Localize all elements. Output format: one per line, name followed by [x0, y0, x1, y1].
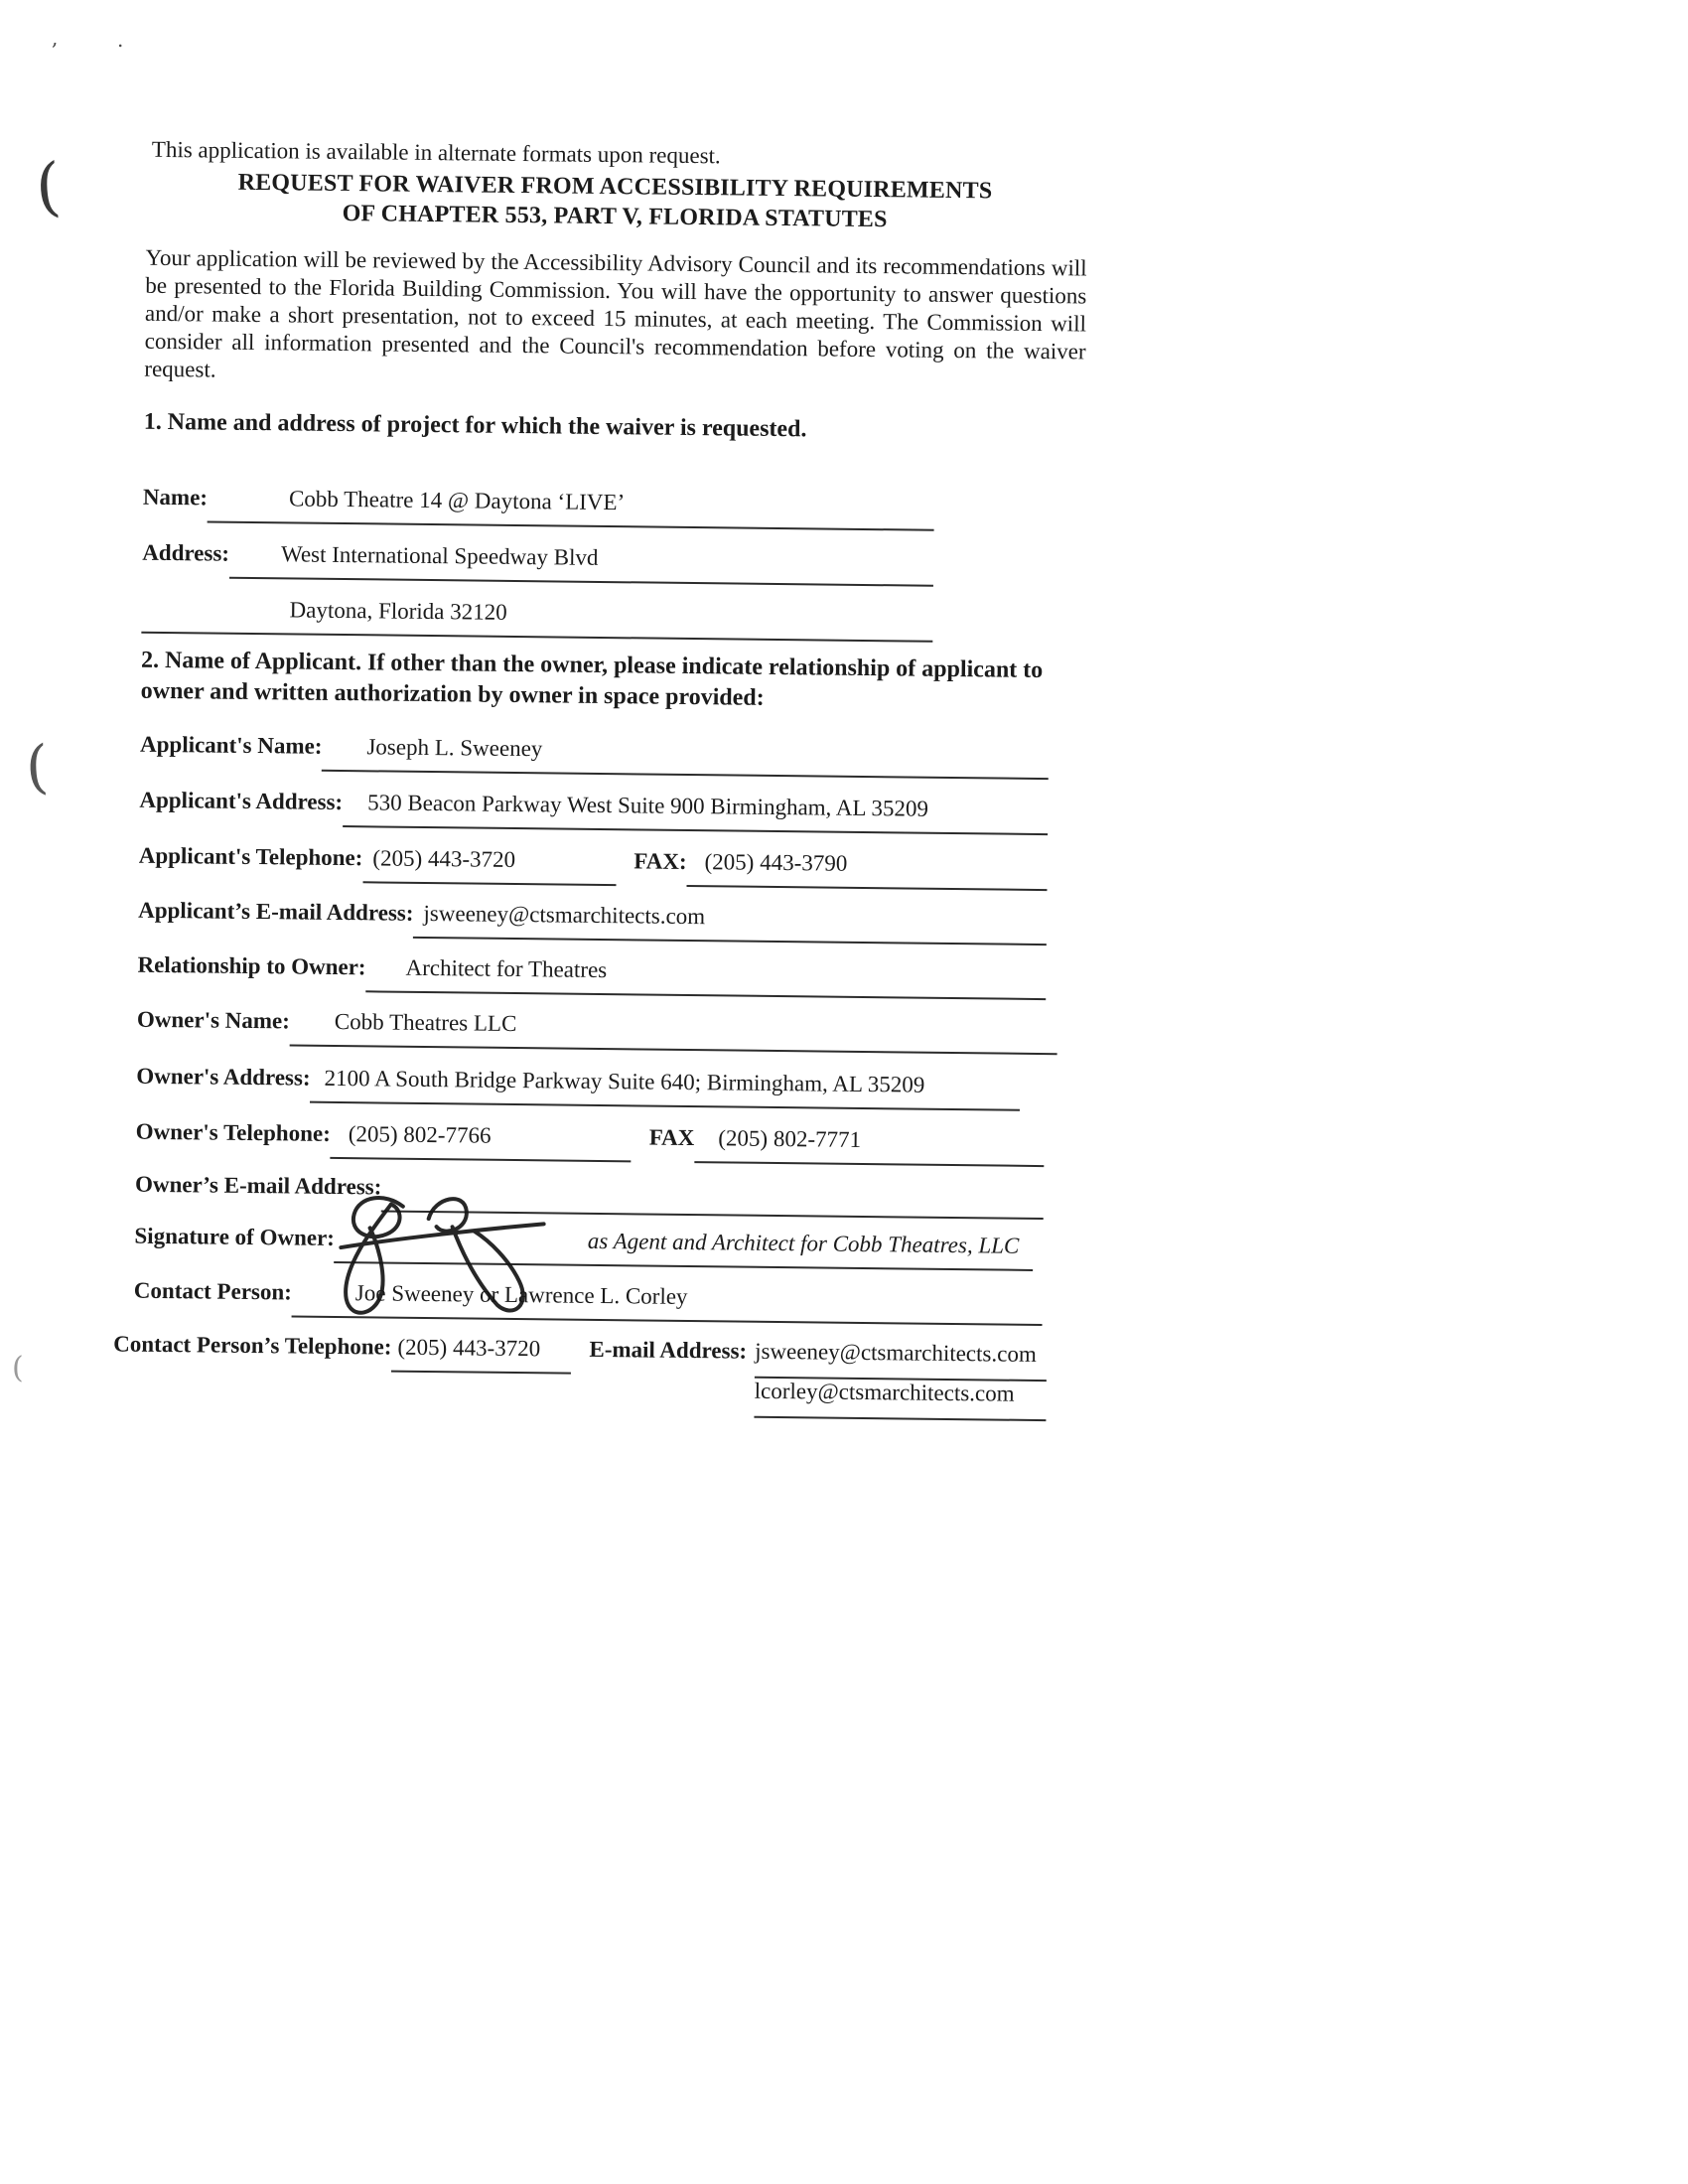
- handwritten-paren-mark-icon: (: [24, 732, 51, 801]
- contact-email-stack: [754, 1339, 1047, 1421]
- document-title: [146, 167, 1084, 237]
- owner-fax-value: (205) 802-7771: [718, 1125, 862, 1152]
- applicant-name-line: [322, 734, 1049, 780]
- contact-email1-value: jsweeney@ctsmarchitects.com: [755, 1338, 1037, 1367]
- owner-email-label: Owner’s E-mail Address:: [134, 1171, 382, 1200]
- project-address2-value: Daytona, Florida 32120: [289, 597, 507, 625]
- applicant-phone-value: (205) 443-3720: [372, 845, 516, 873]
- owner-address-label: Owner's Address:: [136, 1063, 311, 1091]
- owner-name-label: Owner's Name:: [136, 1006, 291, 1034]
- section2-heading: 2. Name of Applicant. If other than the owner, please indicate relationship of applicant to owner and written authorization by owner in space provided:: [140, 647, 1044, 711]
- intro-paragraph: Your application will be reviewed by the Accessibility Advisory Council and its recommendations will be presented to the Florida Building Commission. You will have the opportunity to answer questions and/or make a short presentation, not to exceed 15 minutes, at each meeting. The Commission will consider all information presented and the Council's recommendation before voting on the waiver request.: [144, 244, 1087, 382]
- project-address-line: [229, 541, 934, 587]
- field-row-applicant-name: [140, 732, 1049, 780]
- applicant-fax-value: (205) 443-3790: [704, 849, 848, 876]
- handwritten-paren-mark-icon: (: [33, 150, 64, 225]
- applicant-name-label: Applicant's Name:: [139, 731, 323, 759]
- field-row-contact-phone-email: [113, 1331, 1047, 1406]
- owner-fax-line: [694, 1125, 1045, 1167]
- contact-person-label: Contact Person:: [133, 1277, 293, 1305]
- field-row-owner-name: [137, 1007, 1057, 1056]
- relationship-label: Relationship to Owner:: [137, 951, 366, 980]
- contact-email1-line: [755, 1339, 1047, 1382]
- field-row-applicant-email: [138, 898, 1047, 946]
- field-row-applicant-phone: [139, 843, 1048, 891]
- owner-phone-label: Owner's Telephone:: [135, 1118, 331, 1146]
- applicant-name-value: Joseph L. Sweeney: [366, 734, 543, 762]
- relationship-line: [365, 954, 1046, 1000]
- contact-email2-value: lcorley@ctsmarchitects.com: [754, 1378, 1015, 1406]
- applicant-fax-label: FAX:: [633, 848, 687, 874]
- project-name-line: [208, 485, 934, 530]
- document-title-line2: OF CHAPTER 553, PART V, FLORIDA STATUTES: [342, 200, 888, 233]
- applicant-phone-line: [362, 845, 616, 886]
- field-row-project-name: [143, 485, 934, 531]
- contact-email-label: E-mail Address:: [589, 1336, 748, 1364]
- field-row-contact-person: [134, 1278, 1043, 1326]
- field-row-signature: [134, 1224, 1033, 1271]
- relationship-value: Architect for Theatres: [405, 954, 608, 983]
- owner-fax-label: FAX: [648, 1124, 695, 1151]
- owner-address-line: [310, 1066, 1020, 1111]
- field-row-applicant-address: [139, 788, 1048, 835]
- field-row-relationship: [137, 952, 1046, 1000]
- contact-person-value: Joe Sweeney or Lawrence L. Corley: [354, 1280, 688, 1310]
- contact-email2-line: [754, 1379, 1046, 1421]
- contact-phone-line: [391, 1335, 571, 1375]
- signature-annotation: as Agent and Architect for Cobb Theatres, LLC: [587, 1228, 1020, 1258]
- owner-name-value: Cobb Theatres LLC: [334, 1008, 517, 1037]
- project-address-value: West International Speedway Blvd: [280, 541, 599, 570]
- field-row-owner-phone: [135, 1119, 1044, 1167]
- scan-speck-icon: .: [117, 28, 124, 52]
- project-address2-line: [141, 596, 932, 643]
- field-row-project-address: [142, 540, 933, 587]
- applicant-email-label: Applicant’s E-mail Address:: [138, 897, 414, 926]
- owner-signature-handwriting: [306, 1184, 566, 1331]
- scan-speck-icon: ,: [52, 26, 59, 50]
- field-row-owner-address: [136, 1064, 1020, 1111]
- applicant-fax-line: [686, 849, 1048, 891]
- alternate-formats-notice: This application is available in alternate formats upon request.: [151, 136, 721, 169]
- scan-smudge-icon: (: [12, 1351, 24, 1385]
- applicant-address-label: Applicant's Address:: [139, 787, 344, 815]
- applicant-email-value: jsweeney@ctsmarchitects.com: [423, 900, 706, 930]
- document-title-line1: REQUEST FOR WAIVER FROM ACCESSIBILITY REQUIREMENTS: [237, 169, 993, 205]
- applicant-email-line: [413, 901, 1047, 946]
- signature-label: Signature of Owner:: [134, 1223, 336, 1250]
- field-row-project-address2: [141, 596, 932, 643]
- field-row-owner-email: [135, 1172, 1044, 1220]
- applicant-phone-label: Applicant's Telephone:: [138, 842, 363, 871]
- contact-phone-value: (205) 443-3720: [397, 1334, 541, 1362]
- project-name-label: Name:: [142, 484, 209, 510]
- contact-phone-label: Contact Person’s Telephone:: [113, 1331, 392, 1360]
- section1-heading: 1. Name and address of project for which the waiver is requested.: [143, 408, 807, 443]
- owner-phone-value: (205) 802-7766: [348, 1121, 492, 1148]
- project-name-value: Cobb Theatre 14 @ Daytona ‘LIVE’: [288, 486, 626, 515]
- project-address-label: Address:: [142, 539, 230, 566]
- applicant-address-value: 530 Beacon Parkway West Suite 900 Birmingham, AL 35209: [367, 790, 929, 821]
- owner-name-line: [290, 1008, 1057, 1055]
- owner-phone-line: [331, 1121, 632, 1162]
- applicant-address-line: [343, 790, 1049, 835]
- owner-address-value: 2100 A South Bridge Parkway Suite 640; Birmingham, AL 35209: [324, 1065, 925, 1097]
